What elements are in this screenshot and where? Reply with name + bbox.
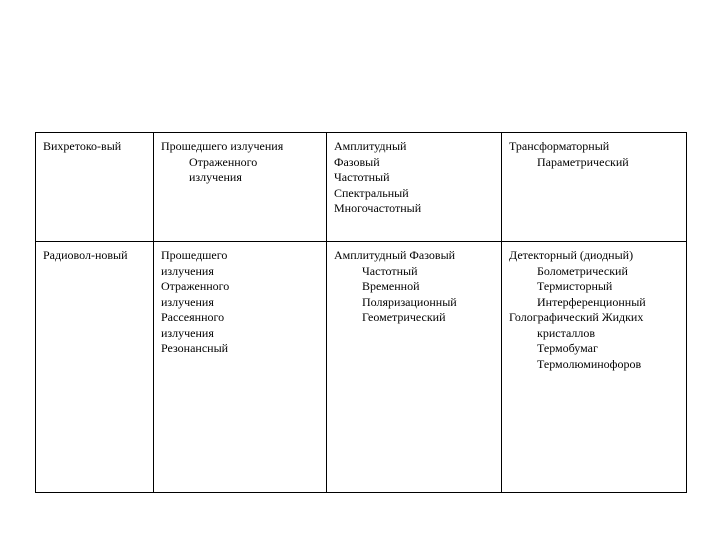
method-cell xyxy=(36,133,154,242)
table-row xyxy=(36,242,687,493)
cell-line: Трансформаторный xyxy=(509,139,610,153)
cell-line: Амплитудный Фазовый xyxy=(334,248,456,262)
cell-line: Термобумаг xyxy=(537,341,598,355)
table-row xyxy=(36,133,687,242)
cell-line: Резонансный xyxy=(161,341,229,355)
signal-parameter-cell xyxy=(327,133,502,242)
cell-line: Прошедшего излучения xyxy=(161,139,284,153)
method-name: Вихретоко-вый xyxy=(43,139,122,153)
cell-line: Голографический Жидких xyxy=(509,310,644,324)
cell-line: излучения xyxy=(161,294,214,309)
cell-line: излучения xyxy=(161,263,214,278)
cell-line: излучения xyxy=(189,170,242,184)
cell-line: Болометрический xyxy=(537,263,628,278)
radiation-type-cell xyxy=(154,133,327,242)
cell-line: Отраженного xyxy=(189,154,258,169)
cell-line: Фазовый xyxy=(334,154,380,169)
cell-line: Геометрический xyxy=(362,310,446,324)
cell-line: кристаллов xyxy=(537,325,596,340)
cell-line: Термисторный xyxy=(537,279,613,293)
cell-line: Детекторный (диодный) xyxy=(509,248,634,262)
cell-line: Частотный xyxy=(362,263,418,278)
signal-parameter-cell xyxy=(327,242,502,493)
method-cell xyxy=(36,242,154,493)
cell-line: Отраженного xyxy=(161,279,230,293)
cell-line: Частотный xyxy=(334,170,390,184)
cell-line: Параметрический xyxy=(537,154,629,169)
cell-line: Многочастотный xyxy=(334,201,422,215)
cell-line: излучения xyxy=(161,325,214,340)
cell-line: Поляризационный xyxy=(362,294,457,309)
method-name: Радиовол-новый xyxy=(43,248,128,262)
cell-line: Амплитудный xyxy=(334,139,407,153)
transducer-type-cell xyxy=(502,133,687,242)
methods-table xyxy=(35,132,687,493)
radiation-type-cell xyxy=(154,242,327,493)
cell-line: Рассеянного xyxy=(161,310,225,324)
cell-line: Прошедшего xyxy=(161,248,228,262)
cell-line: Термолюминофоров xyxy=(537,356,642,371)
cell-line: Интерференционный xyxy=(537,294,646,309)
cell-line: Временной xyxy=(362,279,420,293)
cell-line: Спектральный xyxy=(334,185,409,200)
transducer-type-cell xyxy=(502,242,687,493)
